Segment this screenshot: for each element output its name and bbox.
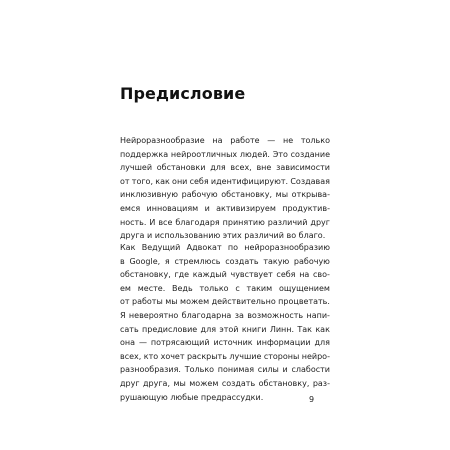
text-line	[120, 282, 330, 296]
text-line	[120, 255, 330, 269]
word: кто	[143, 351, 159, 361]
word: создать	[221, 378, 256, 388]
word: стремлюсь	[174, 256, 221, 266]
word: возможность	[247, 310, 304, 320]
word: Только	[184, 365, 215, 375]
paragraph-2	[120, 241, 330, 404]
word: чувствует	[230, 270, 273, 280]
word: книги	[241, 324, 267, 334]
word: себя	[189, 176, 209, 186]
text-line	[120, 241, 330, 255]
word: она	[120, 338, 136, 348]
word: сво-	[313, 270, 330, 280]
word: только	[300, 136, 330, 145]
word: для	[210, 163, 226, 173]
text-line	[120, 161, 330, 175]
word: раз-	[312, 378, 330, 388]
word: Нейроразнообразие	[120, 136, 205, 145]
word: И	[149, 217, 156, 227]
word: можем	[180, 297, 210, 307]
word: работе	[230, 136, 260, 145]
word: таким	[246, 283, 273, 293]
word: информации	[256, 338, 311, 348]
word: силы	[257, 365, 279, 375]
word: и	[204, 203, 210, 213]
word: Google,	[129, 256, 161, 266]
word: на	[299, 270, 310, 280]
word: для	[314, 338, 330, 348]
word: инновациям	[146, 203, 199, 213]
word: можем	[189, 378, 219, 388]
word: —	[267, 136, 276, 145]
word: того,	[131, 176, 153, 186]
word: Ведь	[172, 283, 193, 293]
word: нейроотличных	[170, 149, 238, 159]
word: по	[227, 243, 239, 252]
word: себя	[276, 270, 296, 280]
word: каждый	[192, 270, 227, 280]
word: рабочую	[293, 256, 330, 266]
word: идентифицируют.	[210, 176, 289, 186]
word: не	[283, 136, 294, 145]
word: работы	[132, 297, 163, 307]
word: мы	[165, 297, 178, 307]
word: обстановку,	[221, 190, 273, 200]
word: на	[212, 136, 223, 145]
word: нейро-	[301, 351, 330, 361]
word: благодаря	[175, 217, 220, 227]
word: лучшей	[120, 163, 153, 173]
word: мы	[173, 378, 186, 388]
word: как	[315, 324, 330, 334]
word: предисловие	[142, 324, 198, 334]
word: Создавая	[290, 176, 330, 186]
text-line: друга и использованию этих различий во благо.	[120, 231, 326, 241]
word: рабочую	[181, 190, 218, 200]
text-line	[120, 134, 330, 148]
word: ем	[120, 283, 131, 293]
word: вне	[256, 163, 272, 173]
word: мы	[275, 190, 289, 200]
word: Ведущий	[141, 243, 181, 252]
word: разнообразия.	[120, 365, 181, 375]
word: ощущением	[278, 283, 330, 293]
word: они	[172, 176, 188, 186]
text-line	[120, 148, 330, 162]
word: где	[174, 270, 190, 280]
word: инклюзивную	[120, 190, 178, 200]
text-line	[120, 202, 330, 216]
word: Адвокат	[186, 243, 222, 252]
text-line	[120, 295, 330, 309]
word: всех,	[230, 163, 252, 173]
word: зависимости	[276, 163, 330, 173]
text-line: рушающую любые предрассудки.	[120, 392, 264, 402]
word: Линн.	[269, 324, 295, 334]
text-line	[120, 188, 330, 202]
word: напи-	[306, 310, 330, 320]
text-line	[120, 268, 330, 282]
word: друга,	[143, 378, 170, 388]
word: всех,	[120, 351, 142, 361]
word: —	[138, 338, 147, 348]
word: ность.	[120, 217, 147, 227]
word: как	[155, 176, 170, 186]
word: создать	[225, 256, 259, 266]
text-line	[120, 377, 330, 391]
word: хочет	[160, 351, 185, 361]
text-line	[120, 363, 330, 377]
word: источник	[213, 338, 253, 348]
word: для	[200, 324, 217, 334]
word: и	[282, 365, 288, 375]
text-line	[120, 309, 330, 323]
word: различий	[267, 217, 308, 227]
page-number: 9	[309, 395, 315, 404]
word: только	[199, 283, 229, 293]
word: Как	[120, 243, 136, 252]
word: раскрыть	[186, 351, 227, 361]
text-line	[120, 350, 330, 364]
word: нейроразнообразию	[244, 243, 330, 252]
word: емся	[120, 203, 141, 213]
word: действительно	[211, 297, 276, 307]
word: стороны	[263, 351, 300, 361]
word: месте.	[137, 283, 166, 293]
word: понимая	[217, 365, 255, 375]
word: Так	[297, 324, 312, 334]
word: друг	[310, 217, 330, 227]
paragraph-1	[120, 134, 330, 243]
word: создание	[290, 149, 330, 159]
word: я	[164, 256, 170, 266]
word: с	[235, 283, 240, 293]
text-line	[120, 336, 330, 350]
word: такую	[263, 256, 290, 266]
word: все	[158, 217, 173, 227]
text-line	[120, 323, 330, 337]
word: людей.	[239, 149, 270, 159]
word: Я	[120, 310, 126, 320]
text-line	[120, 175, 330, 189]
word: невероятно	[128, 310, 179, 320]
word: слабости	[291, 365, 330, 375]
word: поддержка	[120, 149, 169, 159]
word: благодарна	[181, 310, 232, 320]
word: в	[120, 256, 125, 266]
text-line	[120, 216, 330, 230]
word: от	[120, 176, 130, 186]
word: Это	[272, 149, 288, 159]
word: от	[120, 297, 130, 307]
word: продуктив-	[282, 203, 330, 213]
word: сать	[120, 324, 139, 334]
chapter-title: Предисловие	[120, 84, 246, 103]
word: друг	[120, 378, 140, 388]
word: потрясающий	[150, 338, 210, 348]
word: процветать.	[278, 297, 330, 307]
word: этой	[219, 324, 239, 334]
word: обстановки	[156, 163, 206, 173]
word: открыва-	[291, 190, 330, 200]
word: принятию	[222, 217, 265, 227]
word: за	[234, 310, 244, 320]
word: обстановку,	[258, 378, 310, 388]
word: активизируем	[216, 203, 276, 213]
word: обстановку,	[120, 270, 171, 280]
word: лучшие	[229, 351, 262, 361]
